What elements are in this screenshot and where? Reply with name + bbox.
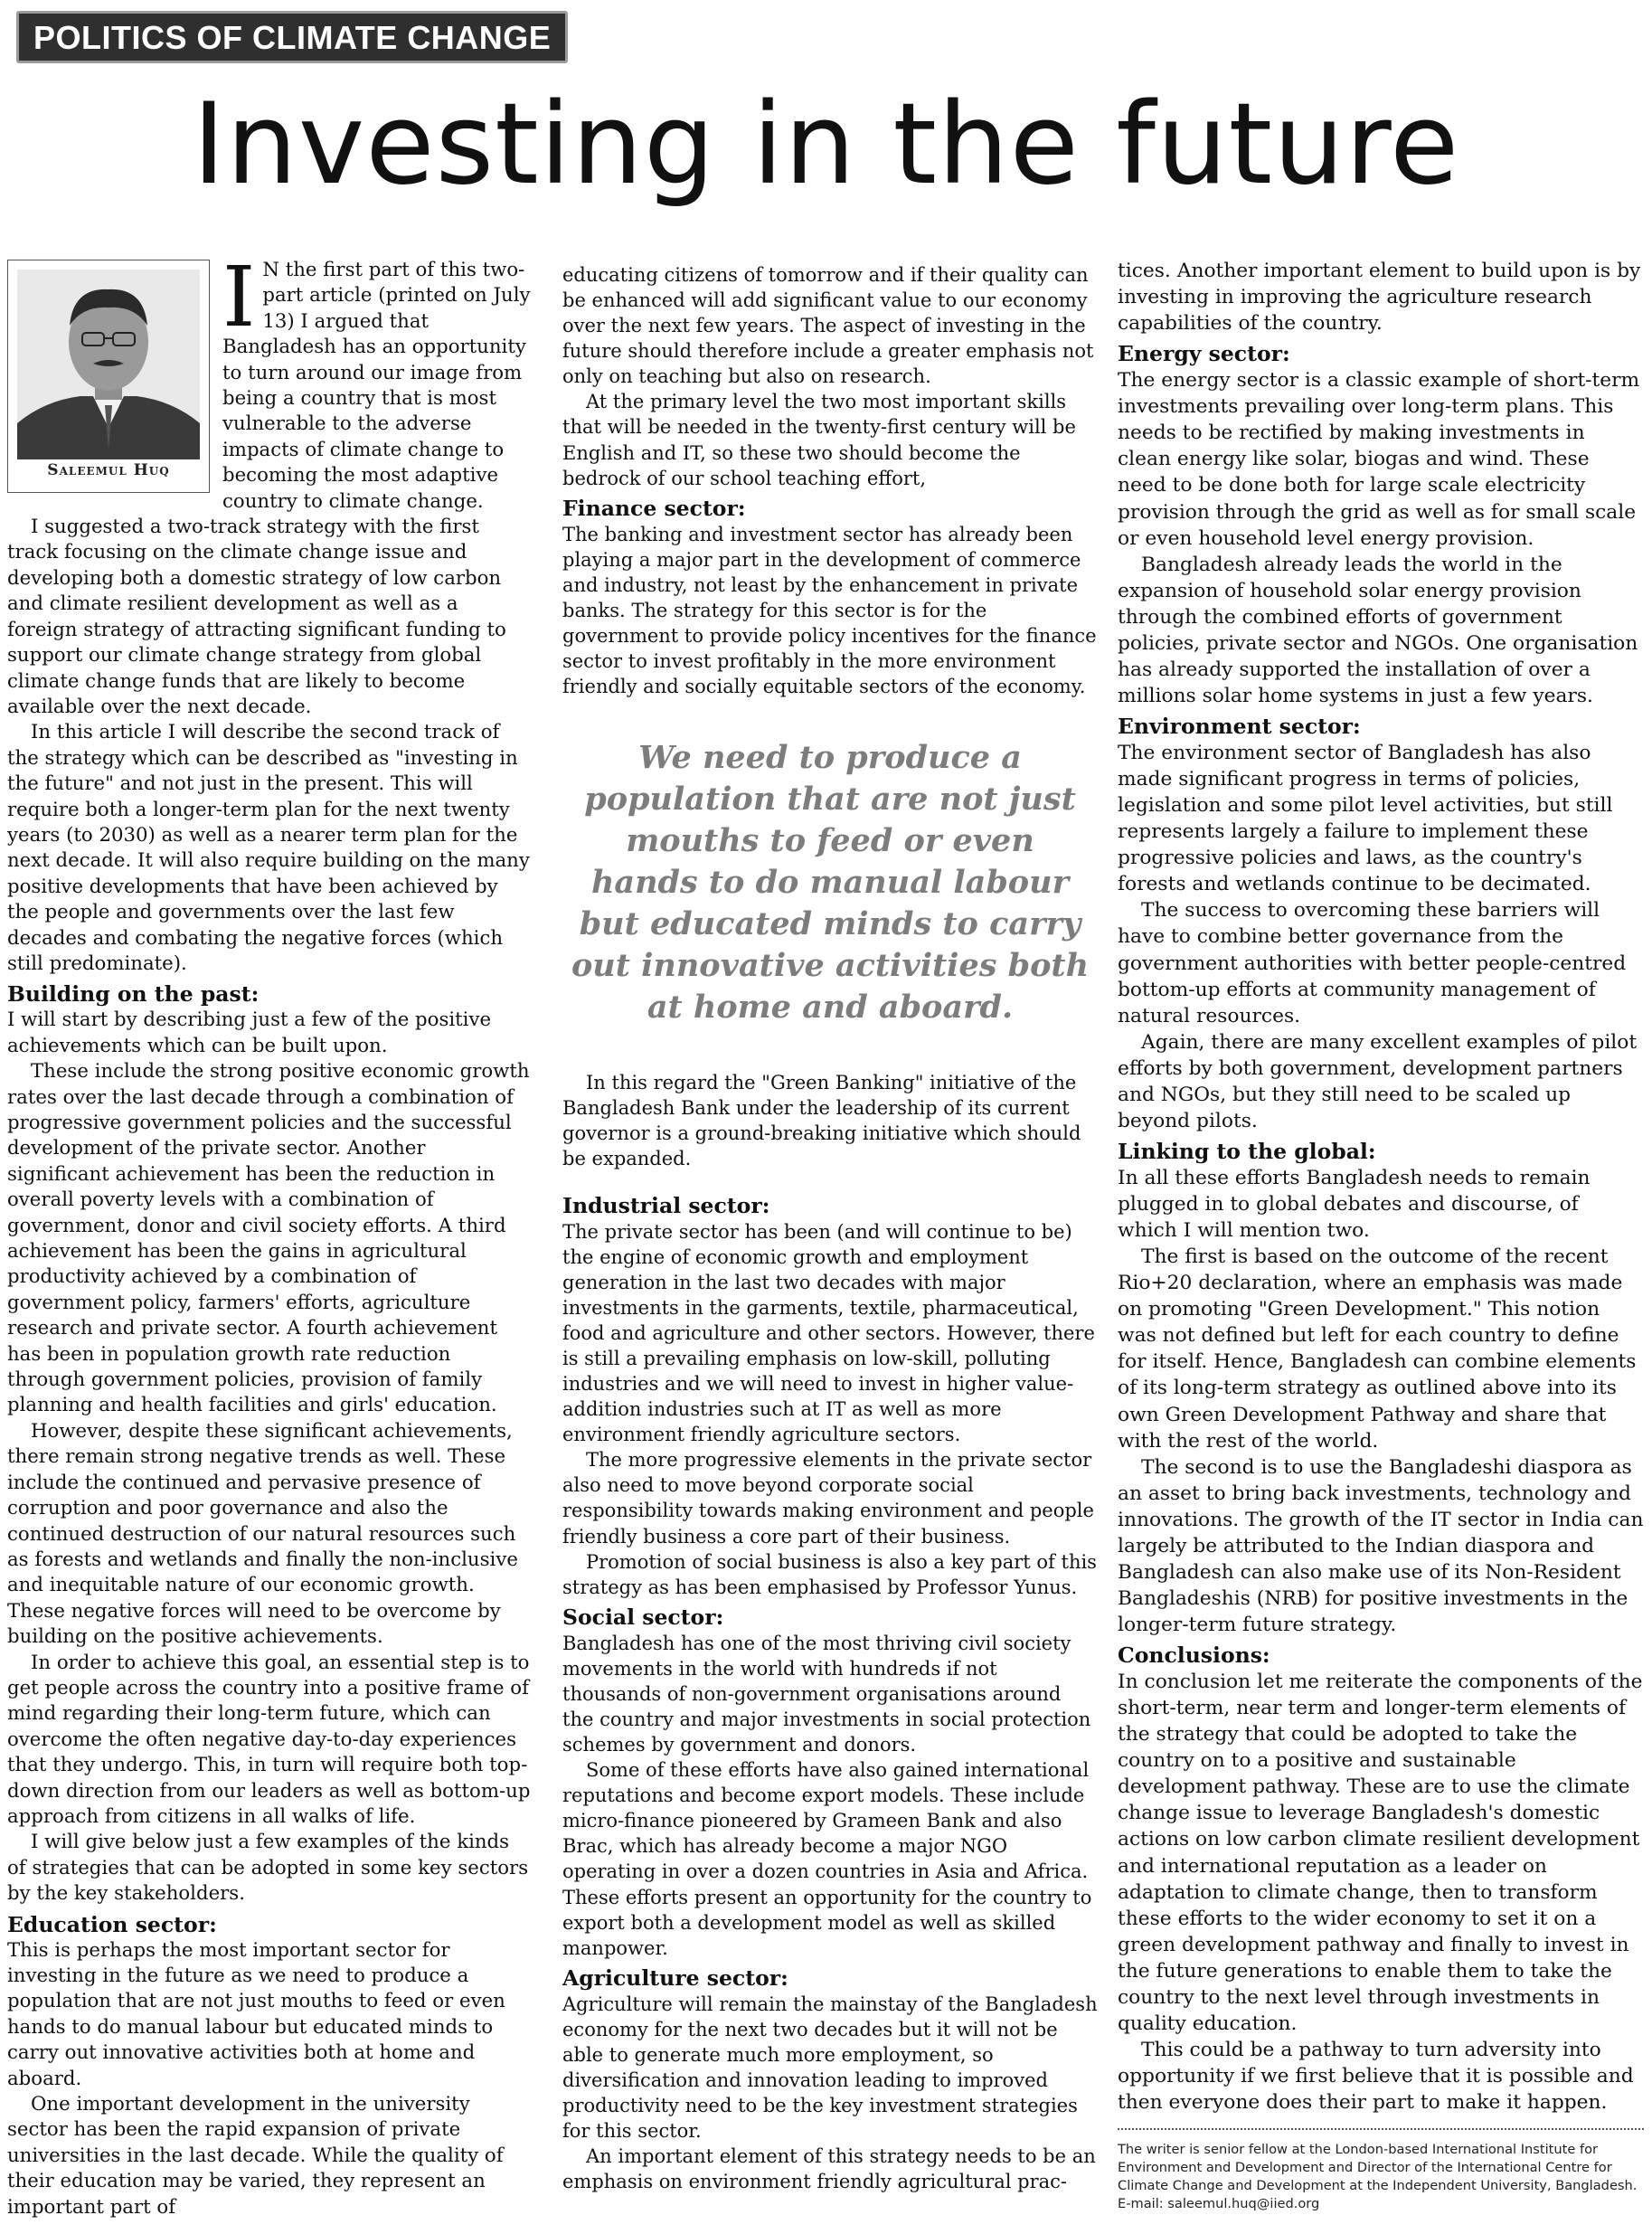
column-1 xyxy=(7,249,532,2220)
subheading-agriculture-sector: Agriculture sector: xyxy=(562,1964,788,1991)
paragraph: At the primary level the two most important skills that will be needed in the twenty-first century will be English and IT, so these two should become the bedrock of our school teaching effort, xyxy=(562,391,1076,489)
paragraph: educating citizens of tomorrow and if their quality can be enhanced will add significant value to our economy over the next few years. The aspect of investing in the future should therefore include a greater emphasis not only on teaching but also on research. xyxy=(562,264,1094,388)
headline: Investing in the future xyxy=(192,80,1460,210)
paragraph: The private sector has been (and will continue to be) the engine of economic growth and employment generation in the last two decades with major investments in the garments, textile, pharmaceutical, food and agriculture and other sectors. However, there is still a prevailing emphasis on low-skill, polluting industries and we will need to invest in higher value-addition industries such at IT as well as more environment friendly agriculture sectors. xyxy=(562,1220,1095,1446)
paragraph: Agriculture will remain the mainstay of the Bangladesh economy for the next two decades but it will not be able to generate much more employment, so diversification and innovation leading to improved productivity need to be the key investment strategies for this sector. xyxy=(562,1993,1098,2143)
drop-cap: I xyxy=(222,249,256,346)
paragraph: The second is to use the Bangladeshi diaspora as an asset to bring back investments, technology and innovations. The growth of the IT sector in India can largely be attributed to the Indian diaspora and Bangladesh can also make use of its Non-Resident Bangladeshis (NRB) for positive investments in the longer-term future strategy. xyxy=(1118,1455,1644,1636)
author-footnote: The writer is senior fellow at the London-based International Institute for Environment and Development and Director of the International Centre for Climate Change and Development at the Independent University, Bangladesh. E-mail: saleemul.huq@iied.org xyxy=(1118,2128,1644,2213)
paragraph: In conclusion let me reiterate the components of the short-term, near term and longer-term elements of the strategy that could be adopted to take the country on to a positive and sustainable development pathway. These are to use the climate change issue to leverage Bangladesh's domestic actions on low carbon climate resilient development and international reputation as a leader on adaptation to climate change, then to transform these efforts to the wider economy to set it on a green development pathway and finally to invest in the future generations to enable them to take the country to the next level through investments in quality education. xyxy=(1118,1671,1643,2035)
paragraph: However, despite these significant achievements, there remain strong negative trends as well. These include the continued and pervasive presence of corruption and poor governance and also the continued destruction of our natural resources such as forests and wetlands and finally the non-inclusive and inequitable nature of our economic growth. These negative forces will need to be overcome by building on the positive achievements. xyxy=(7,1419,518,1649)
subheading-education-sector: Education sector: xyxy=(7,1911,217,1937)
subheading-energy-sector: Energy sector: xyxy=(1118,341,1290,367)
paragraph: I will give below just a few examples of the kinds of strategies that can be adopted in some key sectors by the key stakeholders. xyxy=(7,1831,529,1906)
author-portrait-icon xyxy=(17,270,200,459)
subheading-social-sector: Social sector: xyxy=(562,1604,724,1630)
paragraph: tices. Another important element to build upon is by investing in improving the agriculture research capabilities of the country. xyxy=(1118,260,1641,336)
subheading-conclusions: Conclusions: xyxy=(1118,1642,1270,1669)
paragraph: I suggested a two-track strategy with the first track focusing on the climate change issue and developing both a domestic strategy of low carbon and climate resilient development as well as a foreign strategy of attracting significant funding to support our climate change strategy from global climate change funds that are likely to become available over the next decade. xyxy=(7,516,506,718)
paragraph: The energy sector is a classic example of short-term investments prevailing over long-term plans. This needs to be rectified by making investments in clean energy like solar, biogas and wind. These need to be done both for large scale electricity provision through the grid as well as for small scale or even household level energy provision. xyxy=(1118,369,1640,550)
paragraph: In order to achieve this goal, an essential step is to get people across the country into a positive frame of mind regarding their long-term future, which can overcome the often negative day-to-day experiences that they undergo. This, in turn will require both top-down direction from our leaders as well as bottom-up approach from citizens in all walks of life. xyxy=(7,1651,531,1828)
paragraph: The banking and investment sector has already been playing a major part in the development of commerce and industry, not least by the enhancement in private banks. The strategy for this sector is for the government to provide policy incentives for the finance sector to invest profitably in the more environment friendly and socially equitable sectors of the economy. xyxy=(562,523,1097,698)
subheading-environment-sector: Environment sector: xyxy=(1118,714,1361,739)
paragraph: The success to overcoming these barriers will have to combine better governance from the government authorities with better people-centred bottom-up efforts at community management of natural resources. xyxy=(1118,899,1627,1027)
paragraph: This could be a pathway to turn adversity into opportunity if we first believe that it is possible and then everyone does their part to make it happen. xyxy=(1118,2038,1634,2115)
section-label: POLITICS OF CLIMATE CHANGE xyxy=(16,11,568,63)
paragraph: In this regard the "Green Banking" initiative of the Bangladesh Bank under the leadership of its current governor is a ground-breaking initiative which should be expanded. xyxy=(562,1072,1081,1170)
paragraph: This is perhaps the most important sector for investing in the future as we need to produce a population that are not just mouths to feed or even hands to do manual labour but educated minds to carry out innovative activities both at home and aboard. xyxy=(7,1938,505,2090)
subheading-finance-sector: Finance sector: xyxy=(562,495,746,521)
paragraph: These include the strong positive economic growth rates over the last decade through a combination of progressive government policies and the successful development of the private sector. Another significant achievement has been the reduction in overall poverty levels with a combination of government, donor and civil society efforts. A third achievement has been the gains in agricultural productivity achieved by a combination of government policy, farmers' efforts, agriculture research and private sector. A fourth achievement has been in population growth rate reduction through government policies, provision of family planning and health facilities and girls' education. xyxy=(7,1060,530,1417)
paragraph: The more progressive elements in the private sector also need to move beyond corporate social responsibility towards making environment and people friendly business a core part of their business. xyxy=(562,1449,1094,1548)
pull-quote: We need to produce a population that are not just mouths to feed or even hands to do manual labour but educated minds to carry out innovative activities both at home and aboard. xyxy=(571,739,1090,1027)
subheading-building-on-the-past: Building on the past: xyxy=(7,981,260,1008)
paragraph: In this article I will describe the second track of the strategy which can be described as "investing in the future" and not just in the present. This will require both a longer-term plan for the next twenty years (to 2030) as well as a nearer term plan for the next decade. It will also require building on the many positive developments that have been achieved by the people and governments over the last few decades and combating the negative forces (which still predominate). xyxy=(7,721,530,975)
paragraph: I will start by describing just a few of the positive achievements which can be built upon. xyxy=(7,1008,492,1057)
column-3 xyxy=(1118,258,1644,2213)
intro-paragraph: N the first part of this two-part article (printed on July 13) I argued that Bangladesh has an opportunity to turn around our image from being a country that is most vulnerable to the adverse impacts of climate change to becoming the most adaptive country to climate change. xyxy=(222,259,531,513)
subheading-industrial-sector: Industrial sector: xyxy=(562,1192,770,1218)
paragraph: Some of these efforts have also gained international reputations and become export models. These include micro-finance pioneered by Grameen Bank and also Brac, which has already become a major NGO operating in over a dozen countries in Asia and Africa. These efforts present an opportunity for the country to export both a development model as well as skilled manpower. xyxy=(562,1759,1092,1959)
author-photo xyxy=(7,260,210,493)
paragraph: Promotion of social business is also a key part of this strategy as has been emphasised by Professor Yunus. xyxy=(562,1550,1097,1598)
paragraph: Bangladesh already leads the world in the expansion of household solar energy provision through the combined efforts of government policies, private sector and NGOs. One organisation has already supported the installation of over a millions solar home systems in just a few years. xyxy=(1118,553,1638,707)
paragraph: The environment sector of Bangladesh has also made significant progress in terms of policies, legislation and some pilot level activities, but still represents largely a failure to implement these progressive policies and laws, as the country's forests and wetlands continue to be decimated. xyxy=(1118,742,1613,896)
byline: Saleemul Huq xyxy=(47,460,170,479)
paragraph: Again, there are many excellent examples of pilot efforts by both government, development partners and NGOs, but they still need to be scaled up beyond pilots. xyxy=(1118,1030,1638,1132)
subheading-linking-to-the-global: Linking to the global: xyxy=(1118,1138,1376,1164)
paragraph: Bangladesh has one of the most thriving civil society movements in the world with hundreds if not thousands of non-government organisations around the country and major investments in social protection schemes by government and donors. xyxy=(562,1632,1091,1756)
column-2 xyxy=(562,262,1098,2194)
paragraph: In all these efforts Bangladesh needs to remain plugged in to global debates and discourse, of which I will mention two. xyxy=(1118,1166,1591,1243)
paragraph: The first is based on the outcome of the recent Rio+20 declaration, where an emphasis was made on promoting "Green Development." This notion was not defined but left for each country to define for itself. Hence, Bangladesh can combine elements of its long-term strategy as outlined above into its own Green Development Pathway and share that with the rest of the world. xyxy=(1118,1245,1637,1453)
paragraph: One important development in the university sector has been the rapid expansion of private universities in the last decade. While the quality of their education may be varied, they represent an important part of xyxy=(7,2093,504,2219)
paragraph: An important element of this strategy needs to be an emphasis on environment friendly agricultural prac- xyxy=(562,2145,1096,2193)
